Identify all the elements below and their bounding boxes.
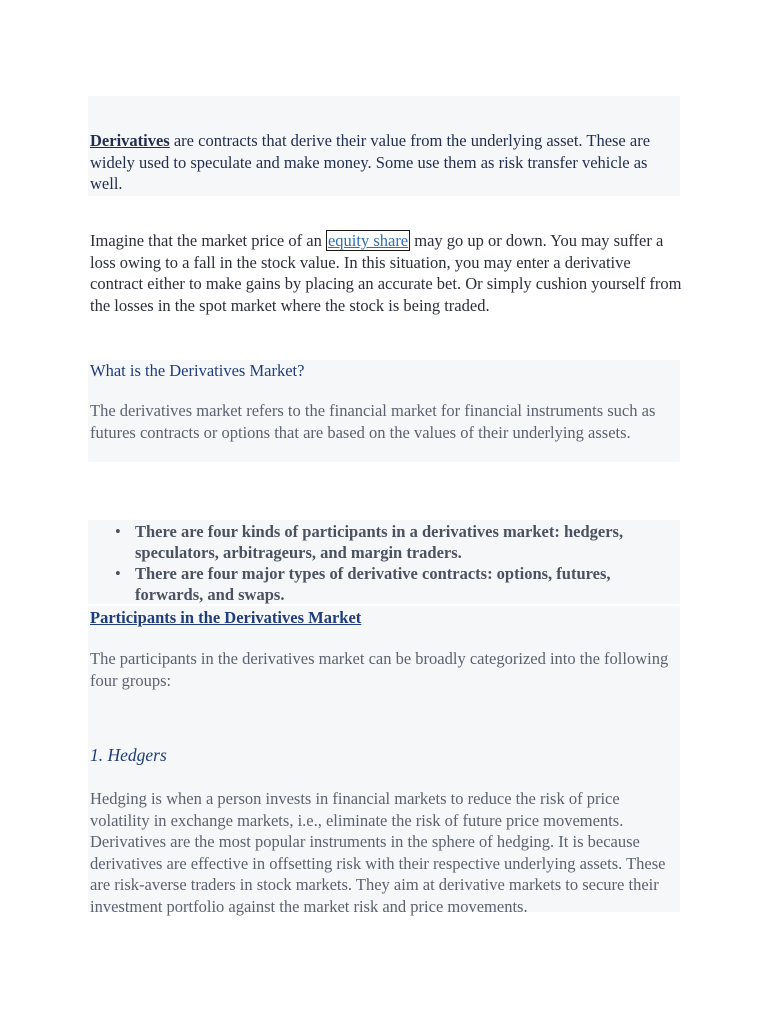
bullet-icon: • bbox=[115, 564, 121, 583]
intro-text: are contracts that derive their value from the underlying asset. These are widely used to speculate and make money. Some use them as risk transfer vehicle as well. bbox=[90, 131, 651, 193]
hedgers-heading: 1. Hedgers bbox=[90, 745, 167, 765]
imagine-text-after: may go up or down. You may suffer a loss owing to a fall in the stock value. In this situation, you may enter a derivative contract either to make gains by placing an accurate bet. Or simply cushion yourself from the losses in the spot market where the stock is being traded. bbox=[90, 231, 682, 315]
intro-paragraph bbox=[90, 130, 682, 195]
derivatives-term[interactable]: Derivatives bbox=[90, 131, 170, 150]
list-item-text: There are four major types of derivative contracts: options, futures, forwards, and swaps. bbox=[135, 564, 611, 604]
equity-share-link[interactable]: equity share bbox=[327, 231, 409, 250]
list-item bbox=[88, 521, 680, 563]
list-item bbox=[88, 563, 680, 605]
hedgers-paragraph: Hedging is when a person invests in financial markets to reduce the risk of price volatility in exchange markets, i.e., eliminate the risk of future price movements. Derivatives are the most popular instruments in the sphere of hedging. It is because derivatives are effective in offsetting risk with their respective underlying assets. These are risk-averse traders in stock markets. They aim at derivative markets to secure their investment portfolio against the market risk and price movements. bbox=[90, 789, 666, 916]
imagine-text-before: Imagine that the market price of an bbox=[90, 231, 326, 250]
key-points-list bbox=[88, 521, 680, 605]
participants-heading[interactable]: Participants in the Derivatives Market bbox=[90, 608, 362, 627]
list-item-text: There are four kinds of participants in a derivatives market: hedgers, speculators, arbitrageurs, and margin traders. bbox=[135, 522, 624, 562]
participants-paragraph: The participants in the derivatives market can be broadly categorized into the following four groups: bbox=[90, 649, 669, 690]
imagine-paragraph bbox=[90, 230, 682, 316]
bullet-icon: • bbox=[115, 522, 121, 541]
what-is-heading: What is the Derivatives Market? bbox=[90, 361, 305, 380]
what-is-paragraph: The derivatives market refers to the financial market for financial instruments such as futures contracts or options that are based on the values of their underlying assets. bbox=[90, 401, 656, 442]
